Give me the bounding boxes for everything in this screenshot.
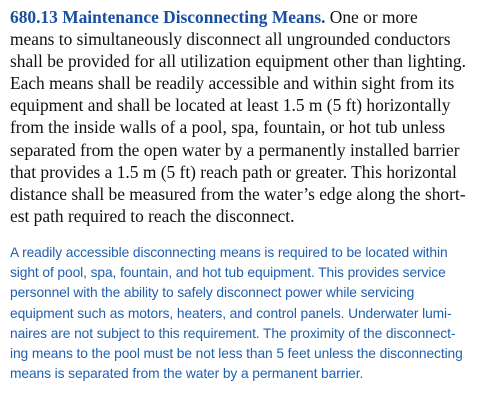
- commentary-line-6: ing means to the pool must be not less than 5 feet unless the disconnecting: [10, 345, 463, 361]
- commentary-line-5: naires are not subject to this requirement. The proximity of the disconnect-: [10, 325, 456, 341]
- code-line-3: shall be provided for all utilization equipment other than lighting.: [10, 51, 466, 72]
- code-section-680-13: [10, 6, 496, 227]
- commentary-line-7: means is separated from the water by a permanent barrier.: [10, 366, 364, 382]
- code-line-8: that provides a 1.5 m (5 ft) reach path or greater. This horizontal: [10, 161, 457, 182]
- document-page: [10, 6, 496, 382]
- commentary-line-4: equipment such as motors, heaters, and control panels. Underwater lumi-: [10, 305, 452, 321]
- code-line-7: separated from the open water by a permanently installed barrier: [10, 139, 460, 160]
- commentary-line-2: sight of pool, spa, fountain, and hot tub equipment. This provides service: [10, 265, 446, 281]
- code-line-4: Each means shall be readily accessible and within sight from its: [10, 73, 455, 94]
- code-line-1-rest: One or more: [325, 7, 418, 27]
- code-line-5: equipment and shall be located at least 1.5 m (5 ft) horizontally: [10, 95, 451, 116]
- commentary-paragraph: [10, 243, 496, 384]
- section-title: Maintenance Disconnecting Means.: [62, 7, 326, 27]
- code-line-2: means to simultaneously disconnect all ungrounded conductors: [10, 29, 451, 50]
- code-line-10: est path required to reach the disconnect.: [10, 205, 295, 226]
- code-line-6: from the inside walls of a pool, spa, fountain, or hot tub unless: [10, 117, 446, 138]
- code-line-1: [10, 6, 496, 28]
- code-line-9: distance shall be measured from the water’s edge along the short-: [10, 183, 466, 204]
- commentary-line-3: personnel with the ability to safely disconnect power while servicing: [10, 285, 415, 301]
- section-number: 680.13: [10, 7, 58, 27]
- commentary-line-1: A readily accessible disconnecting means is required to be located within: [10, 245, 448, 260]
